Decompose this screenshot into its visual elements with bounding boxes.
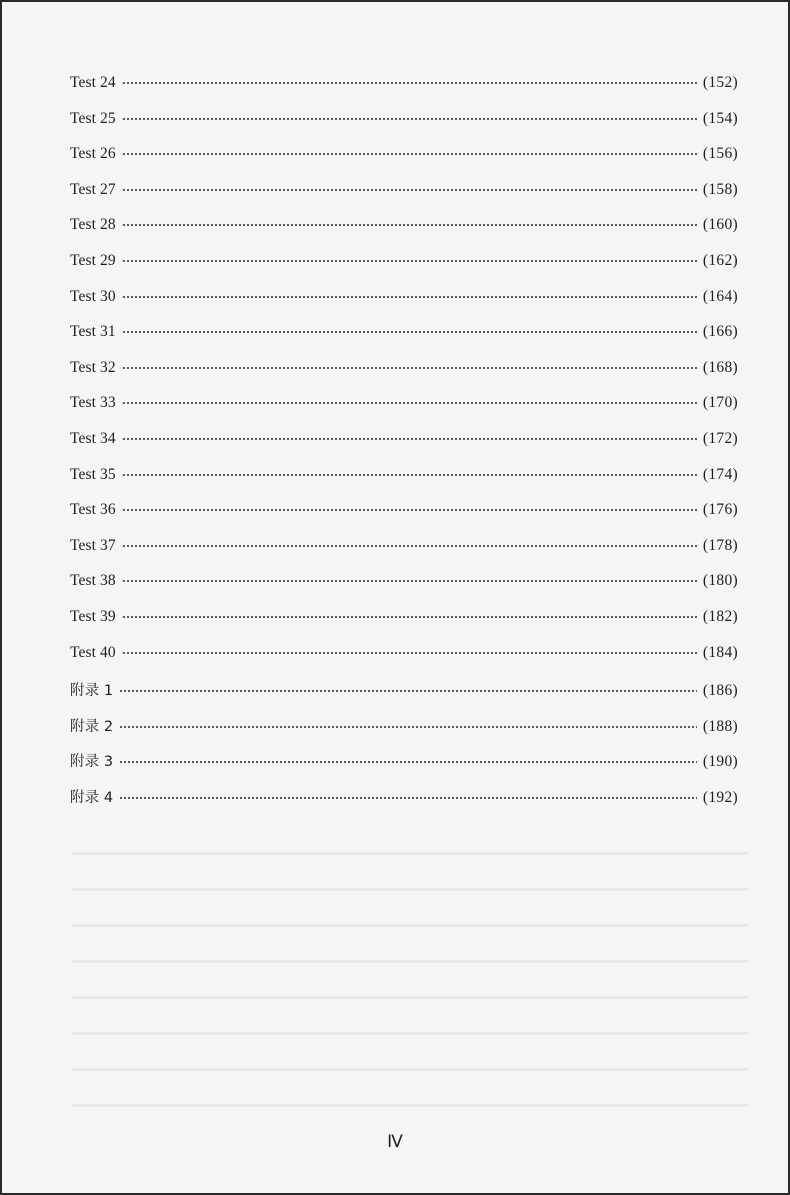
toc-entry [70, 145, 738, 181]
dot-leader [122, 153, 697, 155]
toc-entry [70, 394, 738, 430]
toc-entry-label: Test 27 [70, 180, 116, 198]
toc-entry [70, 252, 738, 288]
show-through-background [72, 822, 748, 1122]
toc-entry-label: Test 32 [70, 358, 116, 376]
toc-entry-label: Test 25 [70, 109, 116, 127]
toc-entry-page: (162) [702, 251, 738, 269]
dot-leader [122, 367, 697, 369]
dot-leader [122, 296, 697, 298]
toc-entry [70, 430, 738, 466]
toc-entry-page: (176) [702, 501, 738, 519]
toc-entry-page: (164) [702, 287, 738, 305]
toc-entry [70, 216, 738, 252]
toc-entry-page: (190) [702, 753, 738, 771]
toc-entry-label: Test 30 [70, 287, 116, 305]
dot-leader [119, 761, 697, 763]
toc-entry-page: (170) [702, 394, 738, 412]
toc-entry-page: (160) [702, 216, 738, 234]
toc-entry-label: 附录 2 [70, 718, 114, 735]
toc-entry [70, 537, 738, 573]
toc-entry-label: 附录 4 [70, 789, 114, 806]
toc-entry [70, 501, 738, 537]
toc-entry-page: (188) [702, 717, 738, 735]
toc-entry-page: (192) [702, 788, 738, 806]
dot-leader [119, 726, 697, 728]
dot-leader [122, 224, 697, 226]
toc-entry-page: (154) [702, 109, 738, 127]
toc-entry [70, 288, 738, 324]
toc-entry-label: 附录 3 [70, 754, 114, 771]
toc-entry-label: Test 40 [70, 643, 116, 661]
toc-entry-page: (184) [702, 643, 738, 661]
dot-leader [122, 260, 697, 262]
toc-entry-page: (168) [702, 358, 738, 376]
toc-entry-label: Test 36 [70, 501, 116, 519]
toc-entry [70, 608, 738, 644]
dot-leader [122, 402, 697, 404]
dot-leader [119, 690, 697, 692]
dot-leader [122, 189, 697, 191]
toc-entry [70, 323, 738, 359]
toc-entry [70, 750, 738, 786]
dot-leader [122, 331, 697, 333]
toc-entry-label: Test 34 [70, 429, 116, 447]
toc-entry-label: Test 28 [70, 216, 116, 234]
toc-entry-page: (180) [702, 572, 738, 590]
toc-entry-label: Test 31 [70, 323, 116, 341]
dot-leader [122, 438, 697, 440]
toc-entry [70, 466, 738, 502]
toc-entry [70, 715, 738, 751]
toc-entry-page: (178) [702, 536, 738, 554]
toc-entry [70, 359, 738, 395]
toc-entry-page: (182) [702, 607, 738, 625]
toc-entry-label: Test 26 [70, 145, 116, 163]
toc-entry-label: Test 37 [70, 536, 116, 554]
dot-leader [122, 118, 697, 120]
dot-leader [122, 580, 697, 582]
toc-entry [70, 644, 738, 680]
dot-leader [122, 616, 697, 618]
toc-entry-page: (172) [702, 429, 738, 447]
toc-entry-label: Test 35 [70, 465, 116, 483]
toc-entry [70, 786, 738, 822]
table-of-contents [70, 74, 738, 821]
toc-entry-page: (174) [702, 465, 738, 483]
toc-entry [70, 181, 738, 217]
dot-leader [122, 474, 697, 476]
dot-leader [122, 82, 697, 84]
dot-leader [122, 545, 697, 547]
toc-entry [70, 679, 738, 715]
toc-entry-label: Test 38 [70, 572, 116, 590]
toc-entry [70, 74, 738, 110]
dot-leader [122, 652, 697, 654]
dot-leader [119, 797, 697, 799]
toc-entry-label: Test 29 [70, 251, 116, 269]
page-number: Ⅳ [387, 1132, 403, 1151]
toc-entry-label: 附录 1 [70, 683, 114, 700]
toc-entry [70, 572, 738, 608]
toc-entry-label: Test 24 [70, 74, 116, 91]
toc-entry-label: Test 39 [70, 607, 116, 625]
toc-entry [70, 110, 738, 146]
dot-leader [122, 509, 697, 511]
toc-entry-page: (186) [702, 682, 738, 700]
toc-entry-label: Test 33 [70, 394, 116, 412]
toc-entry-page: (166) [702, 323, 738, 341]
toc-entry-page: (152) [702, 74, 738, 91]
toc-entry-page: (156) [702, 145, 738, 163]
toc-entry-page: (158) [702, 180, 738, 198]
